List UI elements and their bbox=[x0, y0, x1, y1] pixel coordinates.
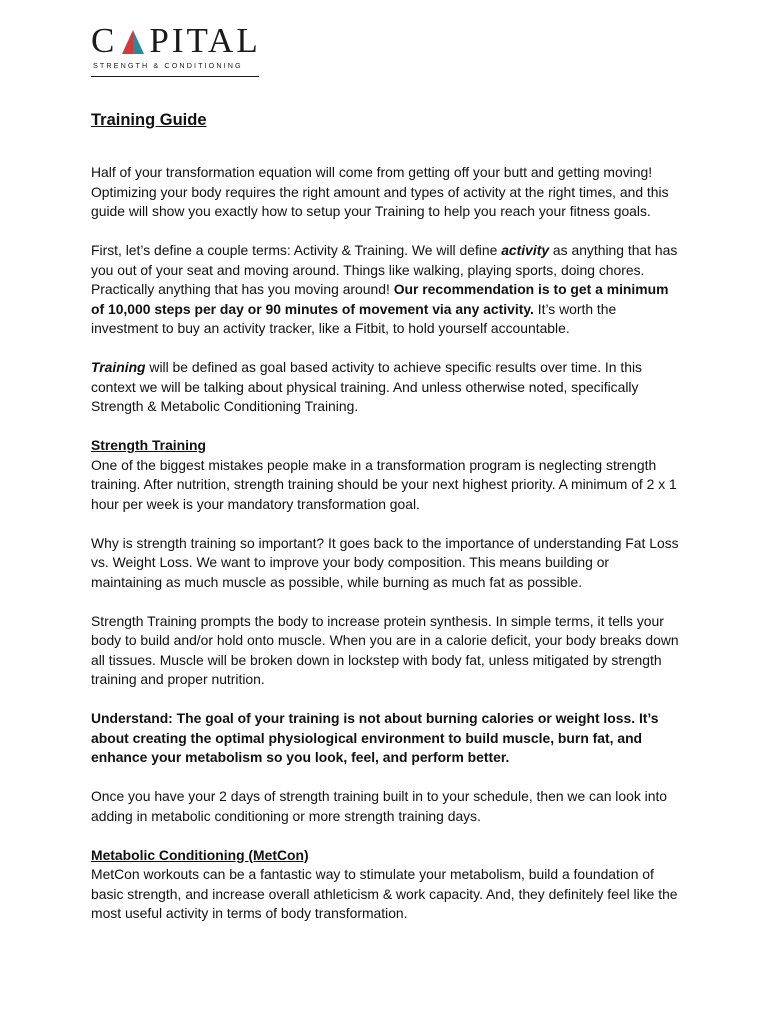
document-body bbox=[91, 109, 683, 943]
metcon-heading: Metabolic Conditioning (MetCon) bbox=[91, 846, 309, 863]
metcon-section bbox=[91, 846, 683, 924]
logo-divider bbox=[91, 76, 259, 77]
capital-logo bbox=[91, 22, 261, 72]
logo-triangle-icon bbox=[120, 28, 146, 56]
training-term: Training bbox=[91, 359, 146, 375]
page-title: Training Guide bbox=[91, 111, 207, 129]
definitions-text-e: It’s worth the investment to buy an activity tracker, like a Fitbit, to hold yourself accountable. bbox=[91, 300, 617, 336]
logo-letters-pital: PITAL bbox=[149, 21, 261, 60]
definitions-text-c: as anything that has you out of your seat and moving around. Things like walking, playing sports, doing chores. Practically anything that has you moving around! bbox=[91, 242, 678, 297]
metcon-paragraph-1: MetCon workouts can be a fantastic way to stimulate your metabolism, build a foundation of basic strength, and increase overall athleticism & work capacity. And, they definitely feel like the most useful activity in terms of body transformation. bbox=[91, 866, 678, 921]
activity-term: activity bbox=[501, 242, 550, 258]
understand-paragraph: Understand: The goal of your training is not about burning calories or weight loss. It’s about creating the optimal physiological environment to build muscle, burn fat, and enhance your metabolism so you look, feel, and perform better. bbox=[91, 710, 659, 765]
intro-paragraph: Half of your transformation equation will come from getting off your butt and getting moving! Optimizing your body requires the right amount and types of activity at the right times, and this guide will show you exactly how to setup your Training to help you reach your fitness goals. bbox=[91, 164, 669, 219]
strength-heading: Strength Training bbox=[91, 437, 206, 453]
strength-section bbox=[91, 436, 683, 514]
training-definition-text: will be defined as goal based activity to achieve specific results over time. In this context we will be talking about physical training. And unless otherwise noted, specifically Strength & Metabolic Conditioning Training. bbox=[91, 359, 642, 414]
logo-wordmark bbox=[91, 22, 261, 60]
definitions-paragraph bbox=[91, 241, 683, 339]
strength-paragraph-1: One of the biggest mistakes people make in a transformation program is neglecting strength training. After nutrition, strength training should be your next highest priority. A minimum of 2 x 1 hour per week is your mandatory transformation goal. bbox=[91, 456, 677, 512]
strength-paragraph-2: Why is strength training so important? It goes back to the importance of understanding Fat Loss vs. Weight Loss. We want to improve your body composition. This means building or maintaining as much muscle as possible, while burning as much fat as possible. bbox=[91, 534, 679, 590]
logo-tagline: STRENGTH & CONDITIONING bbox=[93, 61, 243, 70]
logo-letter-c: C bbox=[91, 21, 118, 60]
definitions-text-a: First, let’s define a couple terms: Activity & Training. We will define bbox=[91, 242, 502, 258]
training-definition-paragraph bbox=[91, 358, 683, 417]
recommendation-text: Our recommendation is to get a minimum of 10,000 steps per day or 90 minutes of movement via any activity. bbox=[91, 281, 669, 317]
strength-paragraph-5: Once you have your 2 days of strength training built in to your schedule, then we can look into adding in metabolic conditioning or more strength training days. bbox=[91, 788, 668, 824]
strength-paragraph-3: Strength Training prompts the body to increase protein synthesis. In simple terms, it tells your body to build and/or hold onto muscle. When you are in a calorie deficit, your body breaks down all tissues. Muscle will be broken down in lockstep with body fat, unless mitigated by strength training and proper nutrition. bbox=[91, 612, 679, 687]
